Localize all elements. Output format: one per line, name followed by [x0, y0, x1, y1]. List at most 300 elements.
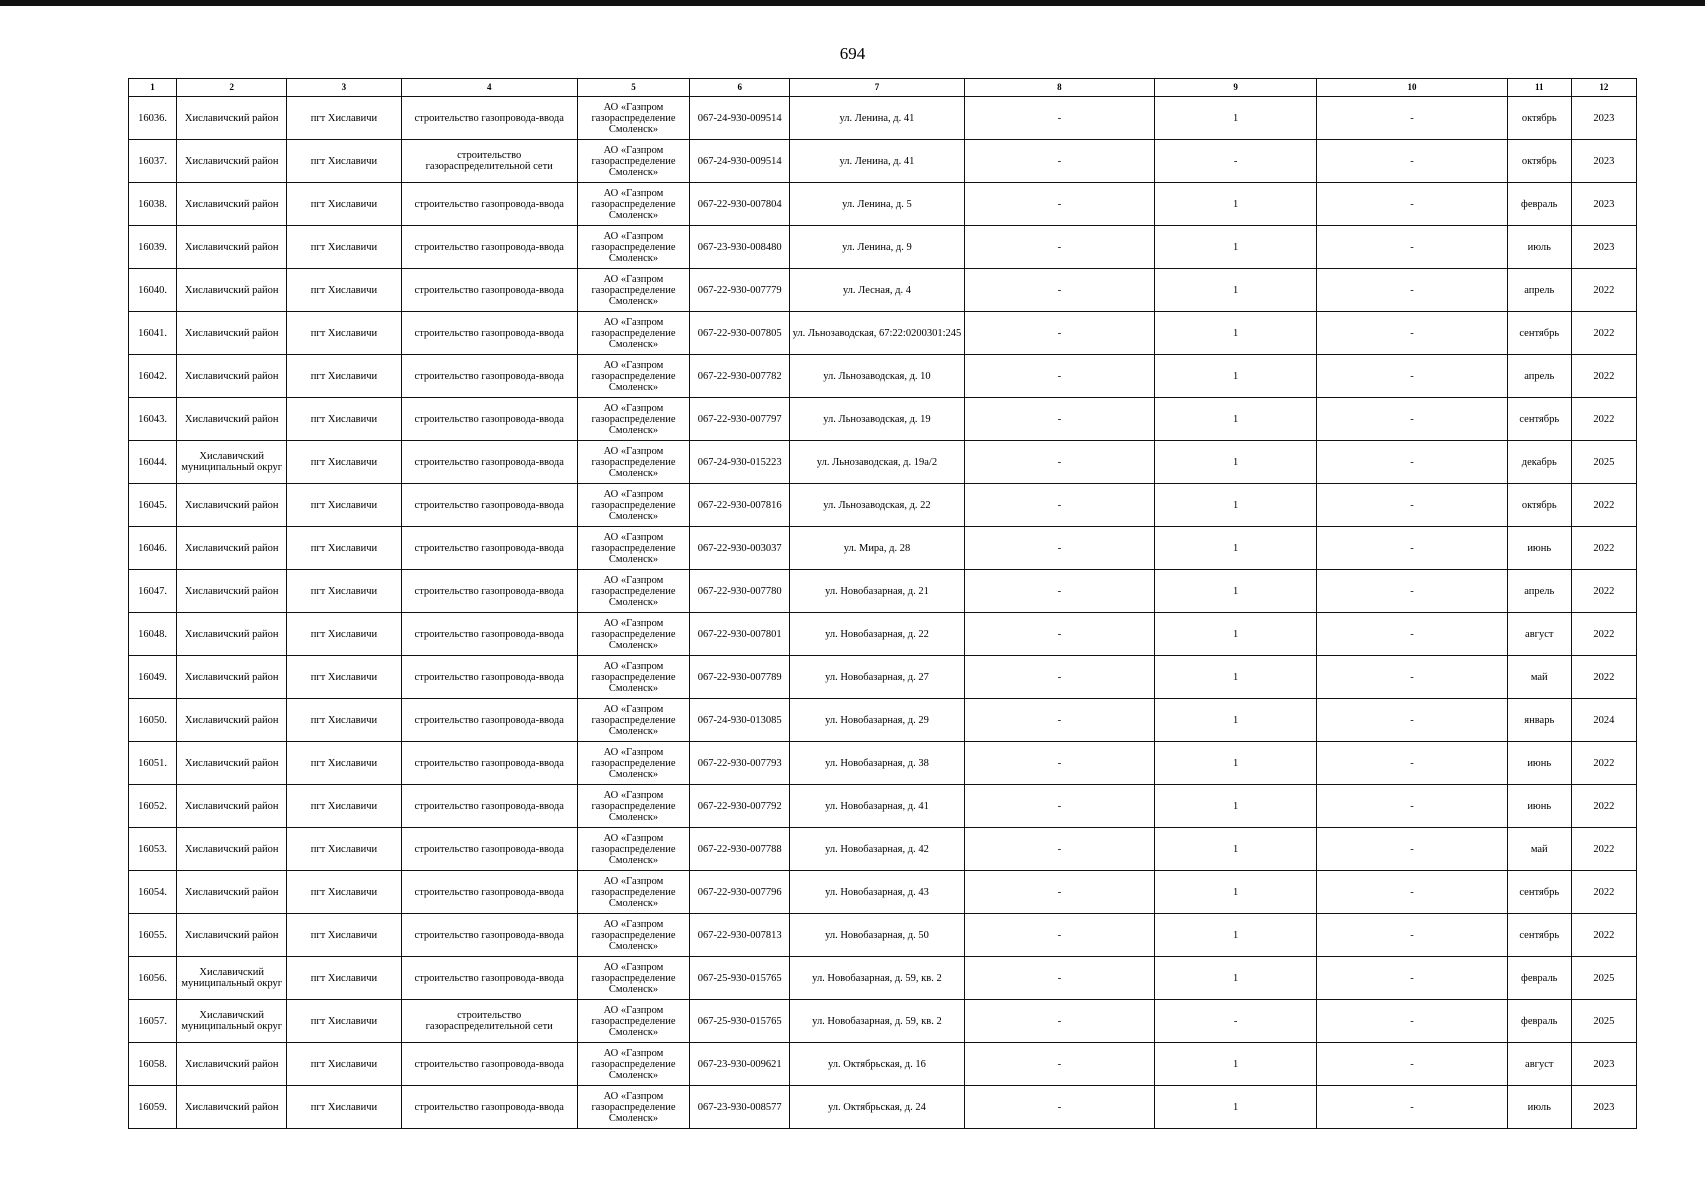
address-cell: ул. Ленина, д. 9: [790, 226, 964, 269]
work-type-cell: строительство газопровода-ввода: [401, 828, 577, 871]
owner-cell-line: Смоленск»: [608, 123, 659, 135]
owner-cell: [577, 1000, 689, 1043]
work-type-cell: строительство газопровода-ввода: [401, 355, 577, 398]
owner-cell-line: газораспределение: [591, 757, 676, 769]
work-type-cell: строительство газопровода-ввода: [401, 613, 577, 656]
table-row: [129, 828, 1637, 871]
owner-cell-line: АО «Газпром: [603, 1047, 664, 1059]
year-cell: 2023: [1571, 183, 1636, 226]
year-cell: 2022: [1571, 613, 1636, 656]
registry-number-cell: 067-22-930-007805: [690, 312, 790, 355]
col10-cell: -: [1317, 527, 1507, 570]
owner-cell-line: АО «Газпром: [603, 832, 664, 844]
year-cell: 2022: [1571, 785, 1636, 828]
work-type-cell: строительство газопровода-ввода: [401, 1086, 577, 1129]
table-row: [129, 1086, 1637, 1129]
col10-cell: -: [1317, 742, 1507, 785]
month-cell: апрель: [1507, 269, 1571, 312]
district-cell: Хиславичский район: [177, 312, 287, 355]
month-cell: январь: [1507, 699, 1571, 742]
year-cell: 2022: [1571, 527, 1636, 570]
owner-cell: [577, 570, 689, 613]
col10-cell: -: [1317, 914, 1507, 957]
month-cell: май: [1507, 828, 1571, 871]
owner-cell: [577, 312, 689, 355]
work-type-cell: строительство газопровода-ввода: [401, 957, 577, 1000]
owner-cell-line: АО «Газпром: [603, 1090, 664, 1102]
owner-cell: [577, 398, 689, 441]
work-type-cell: строительство газопровода-ввода: [401, 699, 577, 742]
registry-number-cell: 067-22-930-007782: [690, 355, 790, 398]
work-type-cell: строительство газопровода-ввода: [401, 871, 577, 914]
col10-cell: -: [1317, 699, 1507, 742]
col9-cell: 1: [1155, 570, 1317, 613]
column-header: 5: [577, 79, 689, 97]
work-type-cell: строительство газопровода-ввода: [401, 914, 577, 957]
row-number-cell: 16047.: [129, 570, 177, 613]
table-row: [129, 97, 1637, 140]
owner-cell: [577, 226, 689, 269]
month-cell: апрель: [1507, 570, 1571, 613]
owner-cell-line: Смоленск»: [608, 295, 659, 307]
owner-cell-line: Смоленск»: [608, 983, 659, 995]
work-type-cell: строительство газопровода-ввода: [401, 269, 577, 312]
settlement-cell: пгт Хиславичи: [287, 785, 401, 828]
month-cell: октябрь: [1507, 484, 1571, 527]
settlement-cell: пгт Хиславичи: [287, 527, 401, 570]
col9-cell: 1: [1155, 656, 1317, 699]
year-cell: 2025: [1571, 957, 1636, 1000]
district-cell: Хиславичский район: [177, 785, 287, 828]
row-number-cell: 16049.: [129, 656, 177, 699]
row-number-cell: 16056.: [129, 957, 177, 1000]
row-number-cell: 16044.: [129, 441, 177, 484]
owner-cell-line: Смоленск»: [608, 510, 659, 522]
col8-cell: -: [964, 871, 1154, 914]
col10-cell: -: [1317, 97, 1507, 140]
settlement-cell: пгт Хиславичи: [287, 140, 401, 183]
col9-cell: 1: [1155, 183, 1317, 226]
owner-cell-line: Смоленск»: [608, 467, 659, 479]
work-type-cell: строительство газопровода-ввода: [401, 441, 577, 484]
registry-number-cell: 067-22-930-007813: [690, 914, 790, 957]
table-row: [129, 914, 1637, 957]
registry-number-cell: 067-23-930-008480: [690, 226, 790, 269]
col9-cell: 1: [1155, 269, 1317, 312]
year-cell: 2022: [1571, 355, 1636, 398]
address-cell: ул. Новобазарная, д. 41: [790, 785, 964, 828]
month-cell: сентябрь: [1507, 914, 1571, 957]
registry-number-cell: 067-22-930-007779: [690, 269, 790, 312]
col9-cell: 1: [1155, 742, 1317, 785]
month-cell: май: [1507, 656, 1571, 699]
month-cell: февраль: [1507, 183, 1571, 226]
owner-cell: [577, 656, 689, 699]
col10-cell: -: [1317, 957, 1507, 1000]
table-row: [129, 742, 1637, 785]
owner-cell-line: Смоленск»: [608, 940, 659, 952]
month-cell: июнь: [1507, 785, 1571, 828]
district-cell: Хиславичский район: [177, 914, 287, 957]
table-row: [129, 871, 1637, 914]
table-row: [129, 656, 1637, 699]
table-body: [129, 97, 1637, 1129]
registry-number-cell: 067-24-930-015223: [690, 441, 790, 484]
column-header: 8: [964, 79, 1154, 97]
registry-number-cell: 067-22-930-007816: [690, 484, 790, 527]
owner-cell: [577, 871, 689, 914]
table-row: [129, 785, 1637, 828]
district-cell: Хиславичский район: [177, 484, 287, 527]
address-cell: ул. Ленина, д. 5: [790, 183, 964, 226]
row-number-cell: 16059.: [129, 1086, 177, 1129]
address-cell: ул. Новобазарная, д. 50: [790, 914, 964, 957]
table-row: [129, 484, 1637, 527]
col10-cell: -: [1317, 398, 1507, 441]
row-number-cell: 16055.: [129, 914, 177, 957]
work-type-cell: строительство газораспределительной сети: [401, 140, 577, 183]
row-number-cell: 16037.: [129, 140, 177, 183]
year-cell: 2023: [1571, 1086, 1636, 1129]
owner-cell-line: Смоленск»: [608, 209, 659, 221]
col8-cell: -: [964, 484, 1154, 527]
owner-cell-line: Смоленск»: [608, 553, 659, 565]
column-header: 4: [401, 79, 577, 97]
settlement-cell: пгт Хиславичи: [287, 957, 401, 1000]
district-cell: Хиславичский район: [177, 140, 287, 183]
row-number-cell: 16040.: [129, 269, 177, 312]
owner-cell-line: газораспределение: [591, 413, 676, 425]
owner-cell-line: газораспределение: [591, 585, 676, 597]
owner-cell-line: АО «Газпром: [603, 101, 664, 113]
owner-cell: [577, 355, 689, 398]
owner-cell-line: АО «Газпром: [603, 531, 664, 543]
month-cell: сентябрь: [1507, 871, 1571, 914]
district-cell: Хиславичский район: [177, 269, 287, 312]
table-row: [129, 527, 1637, 570]
month-cell: февраль: [1507, 1000, 1571, 1043]
col9-cell: 1: [1155, 1043, 1317, 1086]
owner-cell-line: газораспределение: [591, 1015, 676, 1027]
owner-cell-line: газораспределение: [591, 1101, 676, 1113]
owner-cell-line: Смоленск»: [608, 252, 659, 264]
year-cell: 2024: [1571, 699, 1636, 742]
col10-cell: -: [1317, 226, 1507, 269]
month-cell: сентябрь: [1507, 398, 1571, 441]
year-cell: 2022: [1571, 871, 1636, 914]
col9-cell: 1: [1155, 312, 1317, 355]
registry-number-cell: 067-22-930-007796: [690, 871, 790, 914]
owner-cell-line: газораспределение: [591, 628, 676, 640]
address-cell: ул. Мира, д. 28: [790, 527, 964, 570]
col10-cell: -: [1317, 1043, 1507, 1086]
column-header: 6: [690, 79, 790, 97]
col8-cell: -: [964, 269, 1154, 312]
settlement-cell: пгт Хиславичи: [287, 1086, 401, 1129]
table-row: [129, 570, 1637, 613]
settlement-cell: пгт Хиславичи: [287, 312, 401, 355]
col8-cell: -: [964, 1086, 1154, 1129]
owner-cell-line: газораспределение: [591, 886, 676, 898]
district-cell: Хиславичский район: [177, 97, 287, 140]
row-number-cell: 16038.: [129, 183, 177, 226]
work-type-cell: строительство газопровода-ввода: [401, 97, 577, 140]
settlement-cell: пгт Хиславичи: [287, 355, 401, 398]
col10-cell: -: [1317, 355, 1507, 398]
year-cell: 2023: [1571, 1043, 1636, 1086]
col8-cell: -: [964, 699, 1154, 742]
scan-edge: [0, 0, 1705, 6]
col9-cell: 1: [1155, 484, 1317, 527]
owner-cell-line: Смоленск»: [608, 811, 659, 823]
work-type-cell: строительство газопровода-ввода: [401, 226, 577, 269]
column-header-row: [129, 79, 1637, 97]
col10-cell: -: [1317, 1086, 1507, 1129]
col10-cell: -: [1317, 570, 1507, 613]
address-cell: ул. Ленина, д. 41: [790, 140, 964, 183]
district-cell: Хиславичский район: [177, 613, 287, 656]
row-number-cell: 16051.: [129, 742, 177, 785]
row-number-cell: 16046.: [129, 527, 177, 570]
district-cell: Хиславичский район: [177, 226, 287, 269]
address-cell: ул. Льнозаводская, д. 19: [790, 398, 964, 441]
district-cell: Хиславичский муниципальный округ: [177, 957, 287, 1000]
col9-cell: 1: [1155, 785, 1317, 828]
settlement-cell: пгт Хиславичи: [287, 1043, 401, 1086]
row-number-cell: 16043.: [129, 398, 177, 441]
owner-cell-line: Смоленск»: [608, 1112, 659, 1124]
col8-cell: -: [964, 312, 1154, 355]
table-row: [129, 312, 1637, 355]
address-cell: ул. Новобазарная, д. 59, кв. 2: [790, 957, 964, 1000]
col8-cell: -: [964, 742, 1154, 785]
district-cell: Хиславичский район: [177, 742, 287, 785]
col8-cell: -: [964, 398, 1154, 441]
owner-cell-line: газораспределение: [591, 370, 676, 382]
owner-cell-line: АО «Газпром: [603, 574, 664, 586]
address-cell: ул. Новобазарная, д. 38: [790, 742, 964, 785]
month-cell: октябрь: [1507, 140, 1571, 183]
district-cell: Хиславичский район: [177, 1043, 287, 1086]
month-cell: сентябрь: [1507, 312, 1571, 355]
col8-cell: -: [964, 1000, 1154, 1043]
owner-cell-line: Смоленск»: [608, 166, 659, 178]
settlement-cell: пгт Хиславичи: [287, 699, 401, 742]
col8-cell: -: [964, 97, 1154, 140]
district-cell: Хиславичский муниципальный округ: [177, 1000, 287, 1043]
column-header: 2: [177, 79, 287, 97]
year-cell: 2022: [1571, 570, 1636, 613]
settlement-cell: пгт Хиславичи: [287, 441, 401, 484]
column-header: 9: [1155, 79, 1317, 97]
settlement-cell: пгт Хиславичи: [287, 269, 401, 312]
col8-cell: -: [964, 785, 1154, 828]
col8-cell: -: [964, 957, 1154, 1000]
col8-cell: -: [964, 226, 1154, 269]
month-cell: июль: [1507, 226, 1571, 269]
table-row: [129, 183, 1637, 226]
district-cell: Хиславичский муниципальный округ: [177, 441, 287, 484]
column-header: 10: [1317, 79, 1507, 97]
owner-cell-line: АО «Газпром: [603, 703, 664, 715]
col9-cell: 1: [1155, 527, 1317, 570]
owner-cell-line: газораспределение: [591, 327, 676, 339]
table-row: [129, 355, 1637, 398]
work-type-cell: строительство газопровода-ввода: [401, 742, 577, 785]
year-cell: 2022: [1571, 484, 1636, 527]
row-number-cell: 16041.: [129, 312, 177, 355]
month-cell: август: [1507, 613, 1571, 656]
address-cell: ул. Новобазарная, д. 59, кв. 2: [790, 1000, 964, 1043]
settlement-cell: пгт Хиславичи: [287, 484, 401, 527]
row-number-cell: 16054.: [129, 871, 177, 914]
owner-cell: [577, 785, 689, 828]
col10-cell: -: [1317, 441, 1507, 484]
col10-cell: -: [1317, 828, 1507, 871]
district-cell: Хиславичский район: [177, 828, 287, 871]
col8-cell: -: [964, 914, 1154, 957]
owner-cell-line: Смоленск»: [608, 854, 659, 866]
owner-cell: [577, 1086, 689, 1129]
owner-cell: [577, 613, 689, 656]
table-row: [129, 441, 1637, 484]
owner-cell-line: АО «Газпром: [603, 918, 664, 930]
owner-cell-line: газораспределение: [591, 843, 676, 855]
owner-cell-line: Смоленск»: [608, 1026, 659, 1038]
owner-cell-line: газораспределение: [591, 1058, 676, 1070]
work-type-cell: строительство газопровода-ввода: [401, 656, 577, 699]
registry-number-cell: 067-24-930-009514: [690, 97, 790, 140]
owner-cell: [577, 1043, 689, 1086]
owner-cell-line: АО «Газпром: [603, 488, 664, 500]
month-cell: июнь: [1507, 742, 1571, 785]
address-cell: ул. Октябрьская, д. 16: [790, 1043, 964, 1086]
year-cell: 2022: [1571, 656, 1636, 699]
col10-cell: -: [1317, 140, 1507, 183]
month-cell: октябрь: [1507, 97, 1571, 140]
row-number-cell: 16036.: [129, 97, 177, 140]
col10-cell: -: [1317, 613, 1507, 656]
address-cell: ул. Льнозаводская, д. 22: [790, 484, 964, 527]
month-cell: июнь: [1507, 527, 1571, 570]
owner-cell: [577, 140, 689, 183]
year-cell: 2023: [1571, 97, 1636, 140]
col10-cell: -: [1317, 785, 1507, 828]
registry-number-cell: 067-22-930-007804: [690, 183, 790, 226]
address-cell: ул. Лесная, д. 4: [790, 269, 964, 312]
owner-cell-line: газораспределение: [591, 112, 676, 124]
owner-cell-line: АО «Газпром: [603, 316, 664, 328]
col8-cell: -: [964, 140, 1154, 183]
work-type-cell: строительство газораспределительной сети: [401, 1000, 577, 1043]
address-cell: ул. Новобазарная, д. 29: [790, 699, 964, 742]
owner-cell-line: Смоленск»: [608, 682, 659, 694]
settlement-cell: пгт Хиславичи: [287, 742, 401, 785]
address-cell: ул. Ленина, д. 41: [790, 97, 964, 140]
registry-number-cell: 067-24-930-009514: [690, 140, 790, 183]
owner-cell: [577, 742, 689, 785]
registry-number-cell: 067-22-930-007801: [690, 613, 790, 656]
address-cell: ул. Новобазарная, д. 22: [790, 613, 964, 656]
district-cell: Хиславичский район: [177, 355, 287, 398]
col10-cell: -: [1317, 871, 1507, 914]
owner-cell-line: АО «Газпром: [603, 746, 664, 758]
col8-cell: -: [964, 527, 1154, 570]
owner-cell-line: газораспределение: [591, 929, 676, 941]
owner-cell-line: Смоленск»: [608, 596, 659, 608]
table-row: [129, 269, 1637, 312]
owner-cell: [577, 183, 689, 226]
month-cell: июль: [1507, 1086, 1571, 1129]
row-number-cell: 16050.: [129, 699, 177, 742]
address-cell: ул. Новобазарная, д. 21: [790, 570, 964, 613]
owner-cell: [577, 699, 689, 742]
registry-number-cell: 067-25-930-015765: [690, 1000, 790, 1043]
owner-cell-line: АО «Газпром: [603, 359, 664, 371]
year-cell: 2023: [1571, 226, 1636, 269]
table-row: [129, 226, 1637, 269]
col9-cell: 1: [1155, 613, 1317, 656]
row-number-cell: 16057.: [129, 1000, 177, 1043]
col10-cell: -: [1317, 183, 1507, 226]
col9-cell: 1: [1155, 957, 1317, 1000]
registry-number-cell: 067-23-930-008577: [690, 1086, 790, 1129]
settlement-cell: пгт Хиславичи: [287, 226, 401, 269]
owner-cell-line: Смоленск»: [608, 424, 659, 436]
owner-cell-line: Смоленск»: [608, 381, 659, 393]
work-type-cell: строительство газопровода-ввода: [401, 183, 577, 226]
owner-cell-line: газораспределение: [591, 671, 676, 683]
owner-cell-line: газораспределение: [591, 241, 676, 253]
year-cell: 2022: [1571, 398, 1636, 441]
settlement-cell: пгт Хиславичи: [287, 97, 401, 140]
owner-cell-line: газораспределение: [591, 198, 676, 210]
col8-cell: -: [964, 570, 1154, 613]
work-type-cell: строительство газопровода-ввода: [401, 1043, 577, 1086]
owner-cell-line: АО «Газпром: [603, 617, 664, 629]
row-number-cell: 16045.: [129, 484, 177, 527]
col10-cell: -: [1317, 656, 1507, 699]
owner-cell-line: газораспределение: [591, 800, 676, 812]
table-row: [129, 613, 1637, 656]
year-cell: 2022: [1571, 828, 1636, 871]
address-cell: ул. Льнозаводская, д. 10: [790, 355, 964, 398]
address-cell: ул. Новобазарная, д. 27: [790, 656, 964, 699]
month-cell: декабрь: [1507, 441, 1571, 484]
row-number-cell: 16052.: [129, 785, 177, 828]
settlement-cell: пгт Хиславичи: [287, 828, 401, 871]
table-row: [129, 398, 1637, 441]
owner-cell-line: АО «Газпром: [603, 230, 664, 242]
owner-cell-line: газораспределение: [591, 972, 676, 984]
row-number-cell: 16039.: [129, 226, 177, 269]
owner-cell: [577, 484, 689, 527]
col9-cell: 1: [1155, 699, 1317, 742]
owner-cell: [577, 441, 689, 484]
month-cell: апрель: [1507, 355, 1571, 398]
owner-cell-line: Смоленск»: [608, 768, 659, 780]
col8-cell: -: [964, 441, 1154, 484]
owner-cell-line: Смоленск»: [608, 1069, 659, 1081]
owner-cell: [577, 97, 689, 140]
table-row: [129, 699, 1637, 742]
owner-cell-line: АО «Газпром: [603, 402, 664, 414]
owner-cell: [577, 828, 689, 871]
district-cell: Хиславичский район: [177, 1086, 287, 1129]
work-type-cell: строительство газопровода-ввода: [401, 570, 577, 613]
registry-number-cell: 067-25-930-015765: [690, 957, 790, 1000]
row-number-cell: 16042.: [129, 355, 177, 398]
